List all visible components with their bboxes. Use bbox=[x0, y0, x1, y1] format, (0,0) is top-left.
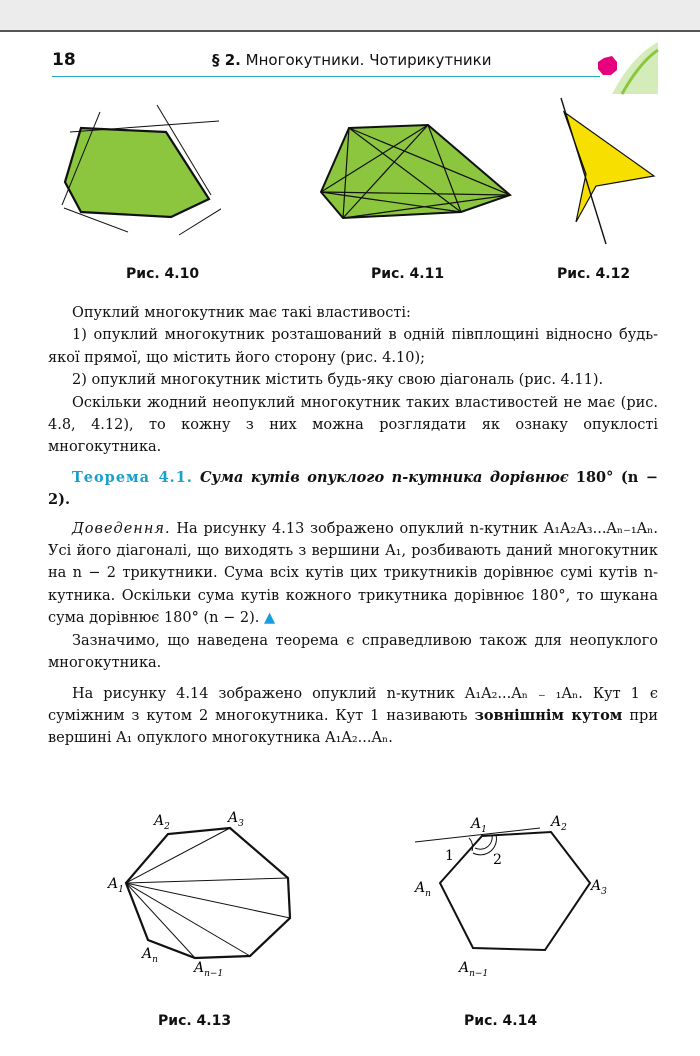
paragraph: Оскільки жодний неопуклий многокутник таких властивостей не має (рис. 4.8, 4.12), то кожну з них можна розглядати як ознаку опуклості многокутника. bbox=[48, 394, 658, 456]
top-bar bbox=[0, 0, 700, 32]
label-a1: $A_1$ bbox=[471, 816, 487, 835]
label-a1: $A_1$ bbox=[108, 876, 124, 895]
octagon-icon bbox=[598, 56, 617, 75]
proof-end-icon: ▲ bbox=[263, 610, 276, 627]
paragraph: 2) опуклий многокутник містить будь-яку свою діагональ (рис. 4.11). bbox=[72, 372, 604, 389]
section-title: Многокутники. Чотирикутники bbox=[245, 51, 492, 69]
theorem bbox=[48, 467, 658, 512]
caption-fig-4-14: Рис. 4.14 bbox=[464, 1013, 538, 1029]
paragraph: Опуклий многокутник має такі властивості: bbox=[72, 305, 411, 321]
term-exterior-angle: зовнішнім кутом bbox=[474, 706, 623, 724]
figure-4-10 bbox=[56, 95, 221, 240]
corner-badge-icon bbox=[582, 36, 660, 96]
paragraph: Зазначимо, що наведена теорема є справедливою також для неопуклого многокутника. bbox=[48, 632, 658, 672]
section-number: § 2. bbox=[212, 51, 241, 69]
label-a2: $A_2$ bbox=[551, 814, 567, 833]
label-a2: $A_2$ bbox=[154, 813, 170, 832]
proof bbox=[48, 518, 658, 630]
page-number: 18 bbox=[52, 50, 76, 70]
figure-4-11 bbox=[318, 120, 514, 224]
angle-2-label: 2 bbox=[493, 852, 502, 868]
theorem-statement: Сума кутів опуклого n-кутника дорівнює bbox=[199, 468, 569, 486]
caption-fig-4-11: Рис. 4.11 bbox=[371, 266, 445, 282]
paragraph: 1) опуклий многокутник розташований в одній півплощині відносно будь-якої прямої, що містить його сторону (рис. 4.10); bbox=[48, 327, 658, 366]
label-a3: $A_3$ bbox=[228, 810, 244, 829]
caption-fig-4-10: Рис. 4.10 bbox=[126, 266, 200, 282]
figure-4-12 bbox=[556, 96, 662, 246]
angle-1-label: 1 bbox=[445, 848, 454, 864]
page-header bbox=[52, 50, 612, 76]
theorem-label: Теорема 4.1. bbox=[72, 468, 193, 486]
paragraph-text: На рисунку 4.14 зображено опуклий n-кутник A₁A₂...Aₙ ₋ ₁Aₙ. Кут 1 є суміжним з кутом 2 многокутника. Кут 1 називають bbox=[48, 685, 658, 724]
theorem-formula: 180° (n − 2). bbox=[48, 468, 659, 509]
label-an-1: $A_{n-1}$ bbox=[194, 960, 224, 979]
caption-fig-4-12: Рис. 4.12 bbox=[557, 266, 631, 282]
caption-fig-4-13: Рис. 4.13 bbox=[158, 1013, 232, 1029]
proof-label: Доведення. bbox=[72, 520, 171, 537]
label-a3: $A_3$ bbox=[591, 878, 607, 897]
figure-4-14 bbox=[405, 808, 615, 988]
paragraph-text: при вершині A₁ опуклого многокутника A₁A₂...Aₙ. bbox=[48, 707, 659, 747]
header-rule bbox=[52, 76, 600, 77]
chapter-title bbox=[212, 51, 491, 69]
label-an: $A_n$ bbox=[415, 880, 431, 899]
proof-text: На рисунку 4.13 зображено опуклий n-кутник A₁A₂A₃...Aₙ₋₁Aₙ. Усі його діагоналі, що виходять з вершини A₁, розбивають даний многокутник на n − 2 трикутники. Сума всіх кутів цих трикутників дорівнює сумі кутів n-кутника. Оскільки сума кутів кожного трикутника дорівнює 180°, то шукана сума дорівнює 180° (n − 2). bbox=[48, 520, 659, 627]
body-text bbox=[48, 302, 658, 750]
paragraph bbox=[48, 683, 658, 750]
label-an: $A_n$ bbox=[142, 946, 158, 965]
figure-4-13 bbox=[100, 808, 310, 988]
label-an-1: $A_{n-1}$ bbox=[459, 960, 489, 979]
